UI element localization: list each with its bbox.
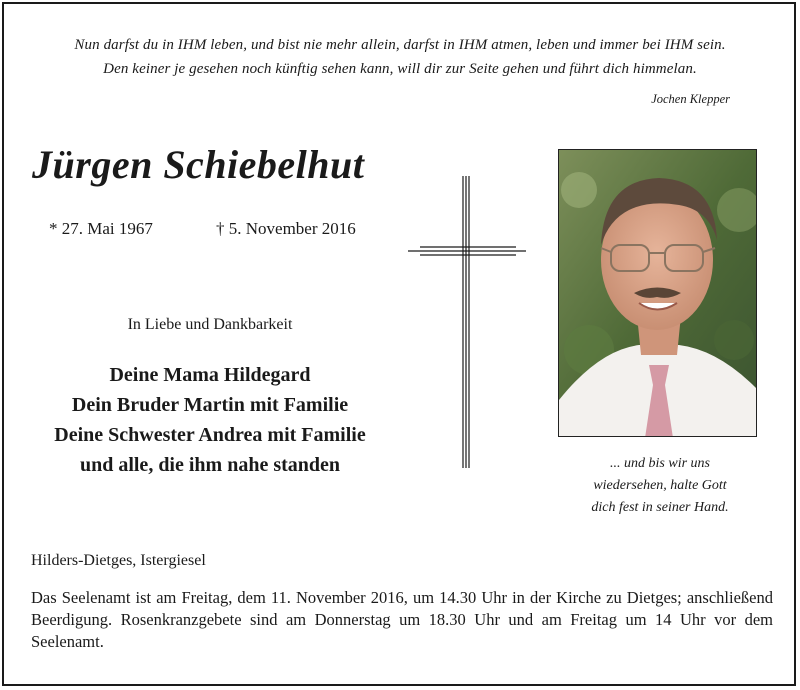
deceased-name: Jürgen Schiebelhut (32, 142, 365, 187)
mourner-line: Deine Mama Hildegard (109, 364, 311, 386)
quote-line-2: Den keiner je gesehen noch künftig sehen kann, will dir zur Seite gehen und führt dich himmelan. (103, 61, 697, 77)
photo-caption-line: wiedersehen, halte Gott (593, 478, 727, 493)
quote-author: Jochen Klepper (651, 92, 730, 106)
mourners-intro: In Liebe und Dankbarkeit (127, 316, 293, 333)
place-line: Hilders-Dietges, Istergiesel (31, 552, 206, 569)
photo-caption-line: ... und bis wir uns (610, 456, 710, 471)
portrait-photo (558, 149, 757, 437)
mourner-line: und alle, die ihm nahe standen (79, 454, 341, 476)
mourner-line: Dein Bruder Martin mit Familie (71, 394, 349, 416)
photo-caption-line: dich fest in seiner Hand. (591, 500, 729, 515)
quote-line-1: Nun darfst du in IHM leben, und bist nie mehr allein, darfst in IHM atmen, leben und immer bei IHM sein. (74, 37, 726, 53)
birth-date: * 27. Mai 1967 (49, 219, 153, 238)
cross-icon (408, 176, 528, 471)
photo-caption (560, 453, 760, 519)
mourners-list (20, 360, 400, 480)
mourner-line: Deine Schwester Andrea mit Familie (54, 424, 366, 446)
death-date: † 5. November 2016 (216, 219, 356, 238)
service-text: Das Seelenamt ist am Freitag, dem 11. November 2016, um 14.30 Uhr in der Kirche zu Dietges; anschließend Beerdigung. Rosenkranzgebete sind am Donnerstag um 18.30 Uhr und am Freitag um 14 Uhr vor dem Seelenamt. (31, 588, 773, 651)
